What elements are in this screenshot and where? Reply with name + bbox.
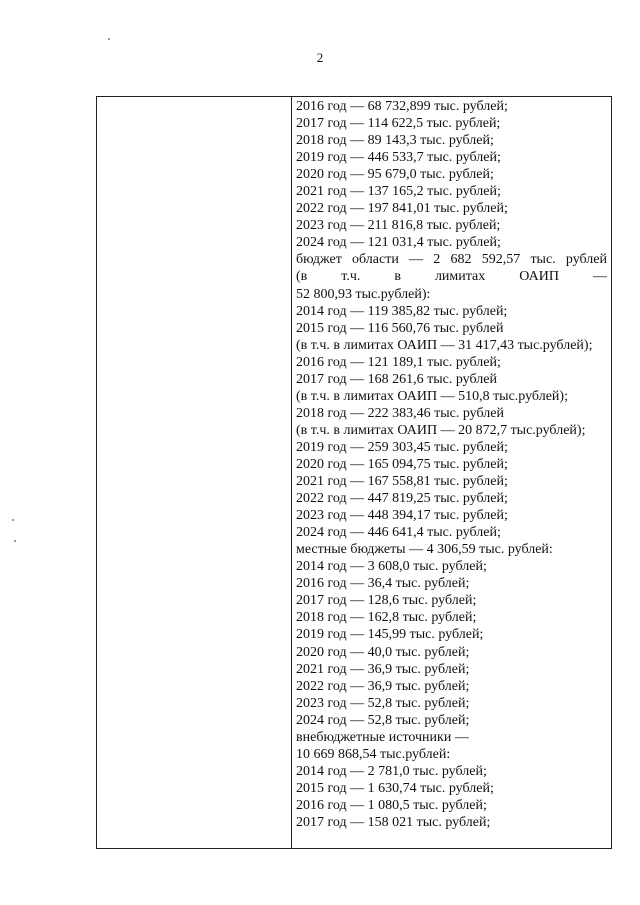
funding-line: 52 800,93 тыс.рублей): xyxy=(296,286,431,302)
funding-line: 10 669 868,54 тыс.рублей: xyxy=(296,746,451,762)
funding-line: 2017 год — 128,6 тыс. рублей; xyxy=(296,593,477,609)
funding-line: (в т.ч. в лимитах ОАИП — 31 417,43 тыс.рублей); xyxy=(296,337,593,353)
funding-line: 2017 год — 114 622,5 тыс. рублей; xyxy=(296,116,501,132)
funding-line: 2022 год — 197 841,01 тыс. рублей; xyxy=(296,201,508,217)
funding-line: 2018 год — 89 143,3 тыс. рублей; xyxy=(296,133,494,149)
funding-line: 2016 год — 1 080,5 тыс. рублей; xyxy=(296,797,487,813)
funding-line: 2020 год — 165 094,75 тыс. рублей; xyxy=(296,456,508,472)
funding-line: 2014 год — 3 608,0 тыс. рублей; xyxy=(296,559,487,575)
scan-speck xyxy=(14,540,16,542)
funding-line: (в т.ч. в лимитах ОАИП — xyxy=(296,269,607,285)
funding-line: 2019 год — 446 533,7 тыс. рублей; xyxy=(296,150,501,166)
funding-line: 2021 год — 167 558,81 тыс. рублей; xyxy=(296,474,508,490)
funding-line: 2016 год — 68 732,899 тыс. рублей; xyxy=(296,99,508,114)
funding-line: 2023 год — 52,8 тыс. рублей; xyxy=(296,695,470,711)
funding-line: 2020 год — 40,0 тыс. рублей; xyxy=(296,644,470,660)
funding-line: 2015 год — 116 560,76 тыс. рублей xyxy=(296,320,504,336)
page-number: 2 xyxy=(316,50,324,65)
funding-line: (в т.ч. в лимитах ОАИП — 20 872,7 тыс.рублей); xyxy=(296,422,586,438)
funding-line: 2018 год — 162,8 тыс. рублей; xyxy=(296,610,477,626)
scan-speck xyxy=(108,38,110,40)
funding-line: 2024 год — 446 641,4 тыс. рублей; xyxy=(296,525,501,541)
funding-line: 2021 год — 36,9 тыс. рублей; xyxy=(296,661,470,677)
funding-line: 2016 год — 36,4 тыс. рублей; xyxy=(296,576,470,592)
funding-line: 2021 год — 137 165,2 тыс. рублей; xyxy=(296,184,501,200)
funding-line: 2023 год — 448 394,17 тыс. рублей; xyxy=(296,508,508,524)
funding-line: 2017 год — 158 021 тыс. рублей; xyxy=(296,814,491,830)
funding-line: 2024 год — 121 031,4 тыс. рублей; xyxy=(296,235,501,251)
funding-line: 2017 год — 168 261,6 тыс. рублей xyxy=(296,371,497,387)
funding-line: 2019 год — 259 303,45 тыс. рублей; xyxy=(296,439,508,455)
funding-line: (в т.ч. в лимитах ОАИП — 510,8 тыс.рублей); xyxy=(296,388,568,404)
program-table xyxy=(96,96,612,849)
funding-line: 2014 год — 119 385,82 тыс. рублей; xyxy=(296,303,508,319)
funding-line: 2020 год — 95 679,0 тыс. рублей; xyxy=(296,167,494,183)
funding-line: 2023 год — 211 816,8 тыс. рублей; xyxy=(296,218,501,234)
funding-line: 2024 год — 52,8 тыс. рублей; xyxy=(296,712,470,728)
funding-cell xyxy=(292,97,611,848)
funding-line: 2014 год — 2 781,0 тыс. рублей; xyxy=(296,763,487,779)
funding-line: 2015 год — 1 630,74 тыс. рублей; xyxy=(296,780,494,796)
funding-line: 2022 год — 447 819,25 тыс. рублей; xyxy=(296,491,508,507)
extrabudgetary-heading: внебюджетные источники — xyxy=(296,729,469,745)
funding-line: 2016 год — 121 189,1 тыс. рублей; xyxy=(296,354,501,370)
funding-line: 2018 год — 222 383,46 тыс. рублей xyxy=(296,405,504,421)
funding-line: 2019 год — 145,99 тыс. рублей; xyxy=(296,627,484,643)
local-budgets-heading: местные бюджеты — 4 306,59 тыс. рублей: xyxy=(296,542,553,558)
regional-budget-heading: бюджет области — 2 682 592,57 тыс. рублей xyxy=(296,252,607,268)
funding-line: 2022 год — 36,9 тыс. рублей; xyxy=(296,678,470,694)
scan-speck xyxy=(12,519,14,521)
table-left-cell xyxy=(97,97,292,848)
